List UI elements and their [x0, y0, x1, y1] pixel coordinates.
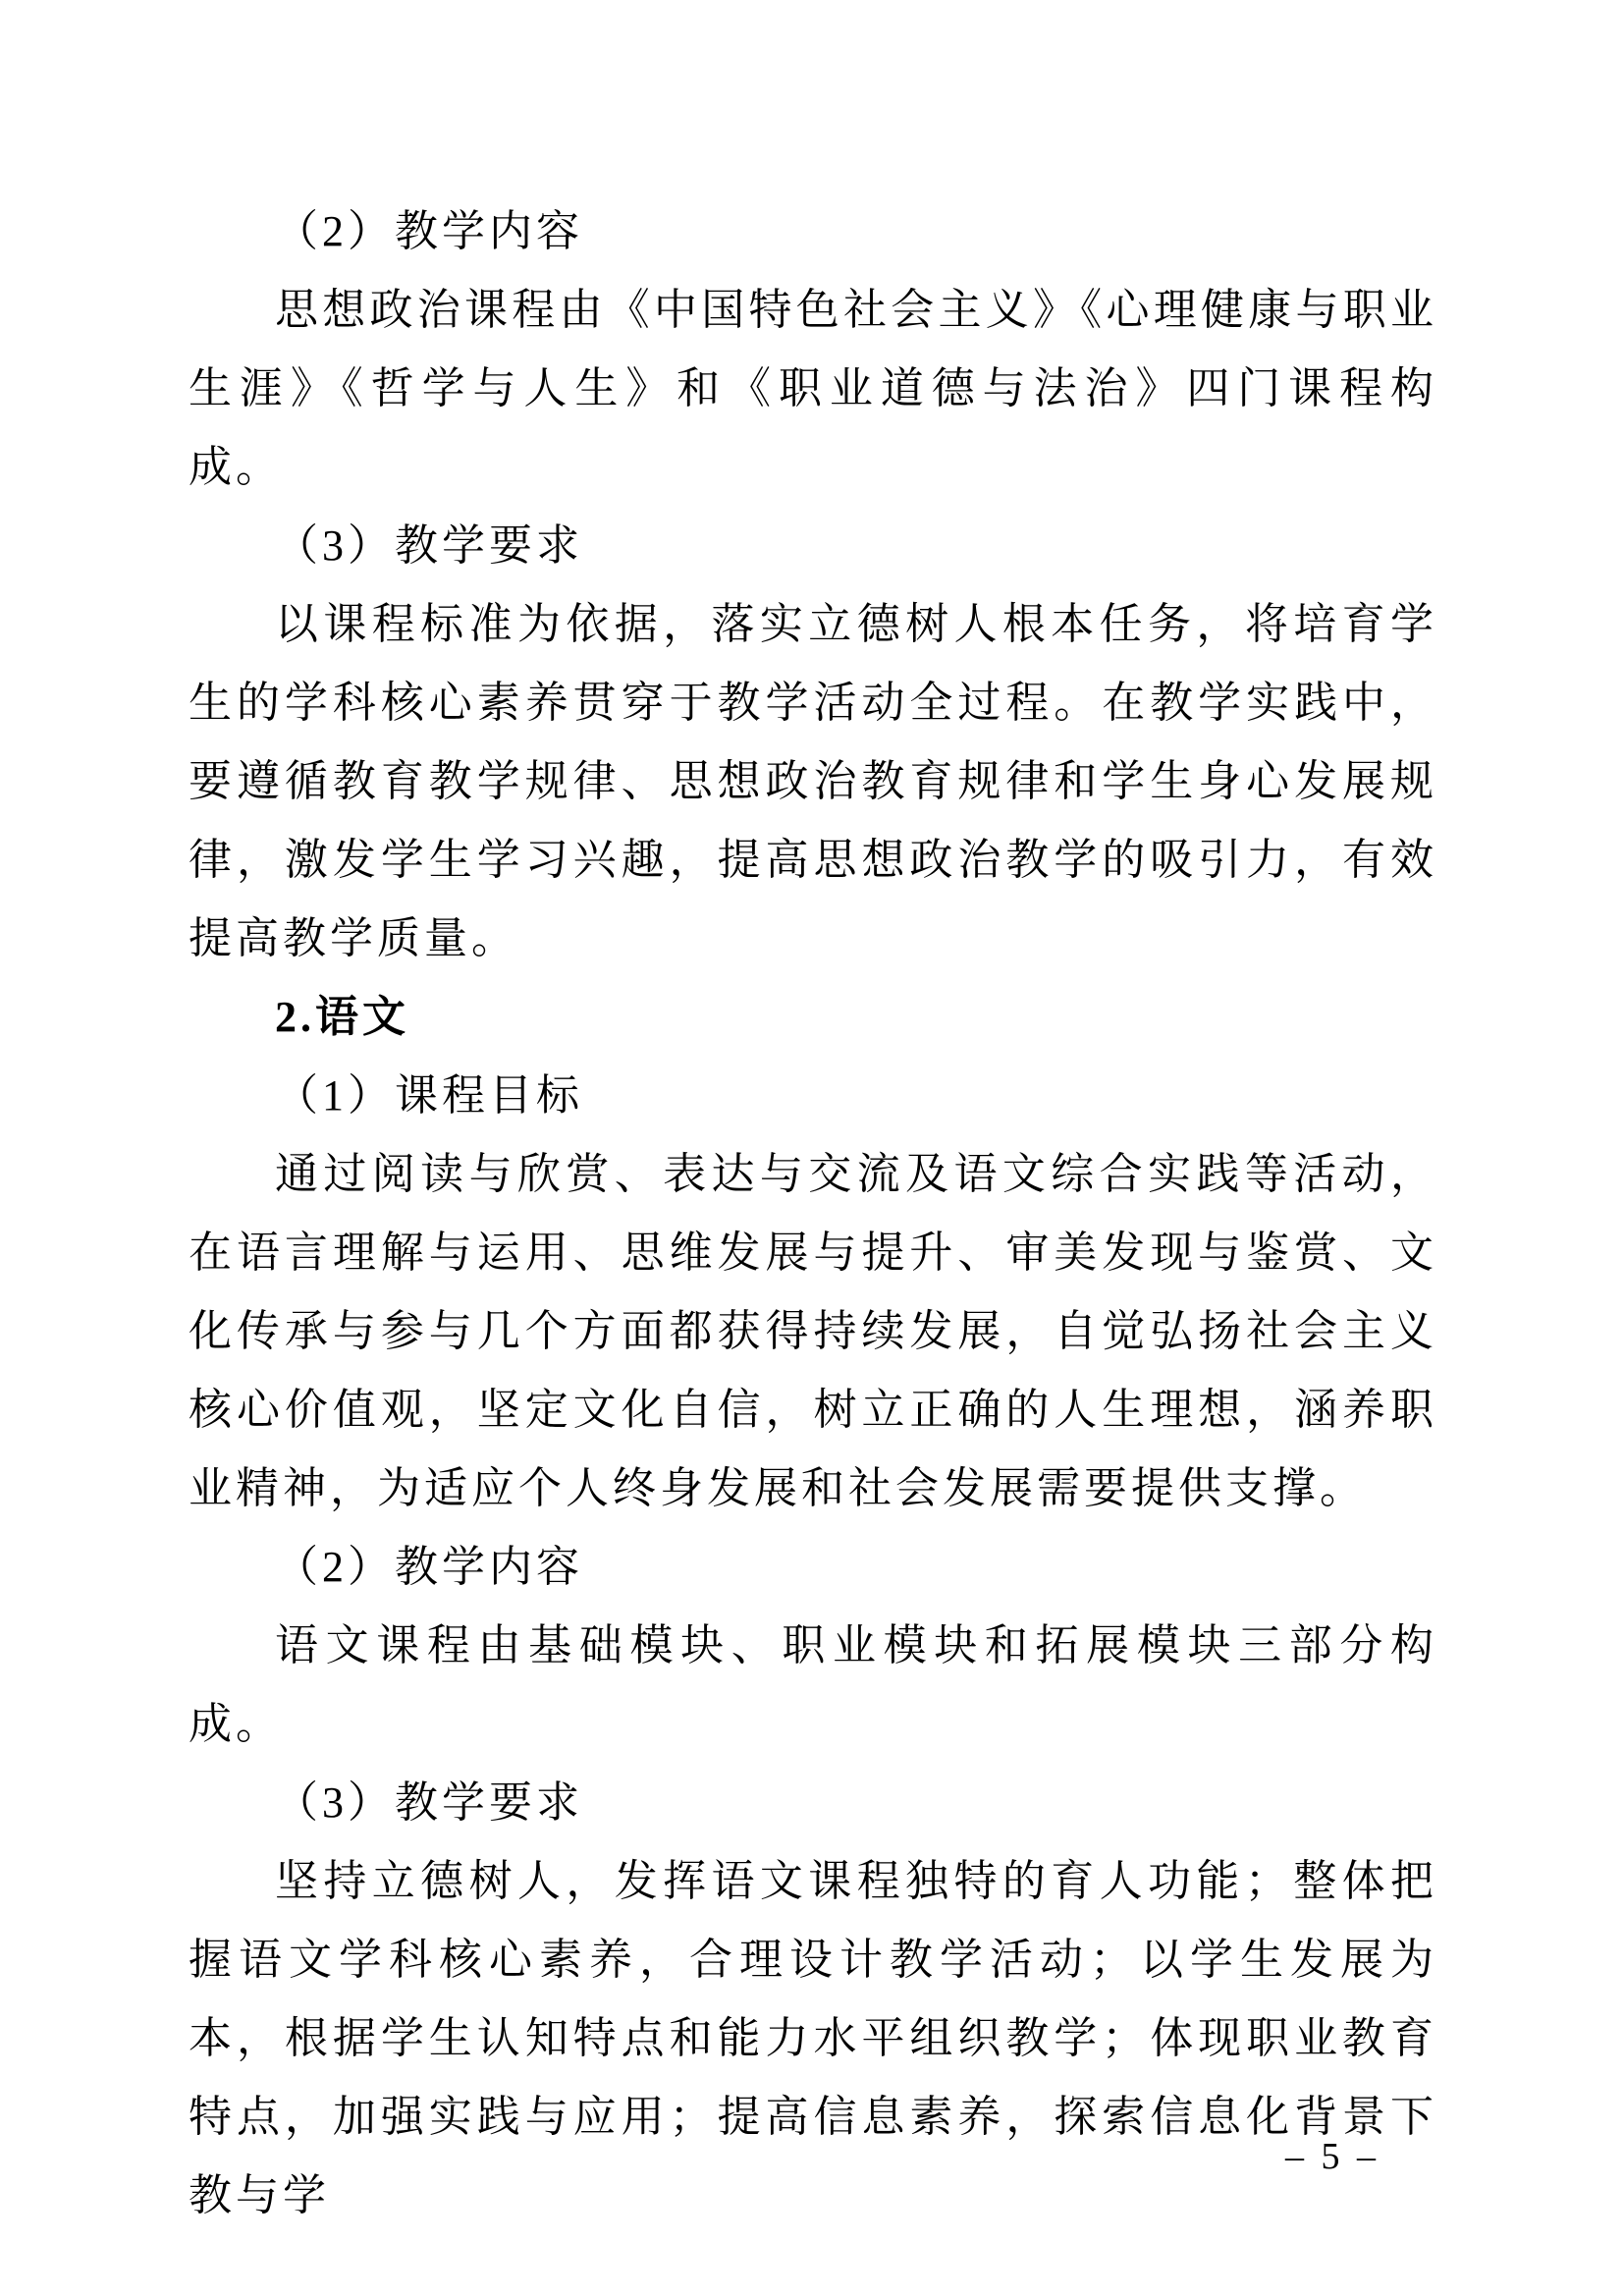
paragraph-chinese-modules: 语文课程由基础模块、职业模块和拓展模块三部分构成。: [189, 1621, 1437, 1748]
paragraph-chinese-objectives: 通过阅读与欣赏、表达与交流及语文综合实践等活动，在语言理解与运用、思维发展与提升、审美发现与鉴赏、文化传承与参与几个方面都获得持续发展，自觉弘扬社会主义核心价值观，坚定文化自信，树立正确的人生理想，涵养职业精神，为适应个人终身发展和社会发展需要提供支撑。: [189, 1150, 1437, 1512]
document-body: [189, 192, 1437, 2235]
heading-chinese-language: 2.语文: [275, 993, 409, 1041]
subheading-teaching-content-chinese: （2）教学内容: [275, 1543, 583, 1591]
subheading-course-objectives-chinese: （1）课程目标: [275, 1071, 583, 1120]
paragraph-chinese-requirements: 坚持立德树人，发挥语文课程独特的育人功能；整体把握语文学科核心素养，合理设计教学活动；以学生发展为本，根据学生认知特点和能力水平组织教学；体现职业教育特点，加强实践与应用；提高信息素养，探索信息化背景下教与学: [189, 1857, 1437, 2219]
paragraph-politics-courses: 思想政治课程由《中国特色社会主义》《心理健康与职业生涯》《哲学与人生》和《职业道德与法治》四门课程构成。: [189, 286, 1437, 491]
subheading-teaching-requirements-politics: （3）教学要求: [275, 521, 583, 570]
subheading-teaching-content-politics: （2）教学内容: [275, 207, 583, 255]
page-number: – 5 –: [1285, 2136, 1380, 2177]
subheading-teaching-requirements-chinese: （3）教学要求: [275, 1778, 583, 1827]
paragraph-politics-requirements: 以课程标准为依据，落实立德树人根本任务，将培育学生的学科核心素养贯穿于教学活动全过程。在教学实践中，要遵循教育教学规律、思想政治教育规律和学生身心发展规律，激发学生学习兴趣，提高思想政治教学的吸引力，有效提高教学质量。: [189, 600, 1437, 962]
